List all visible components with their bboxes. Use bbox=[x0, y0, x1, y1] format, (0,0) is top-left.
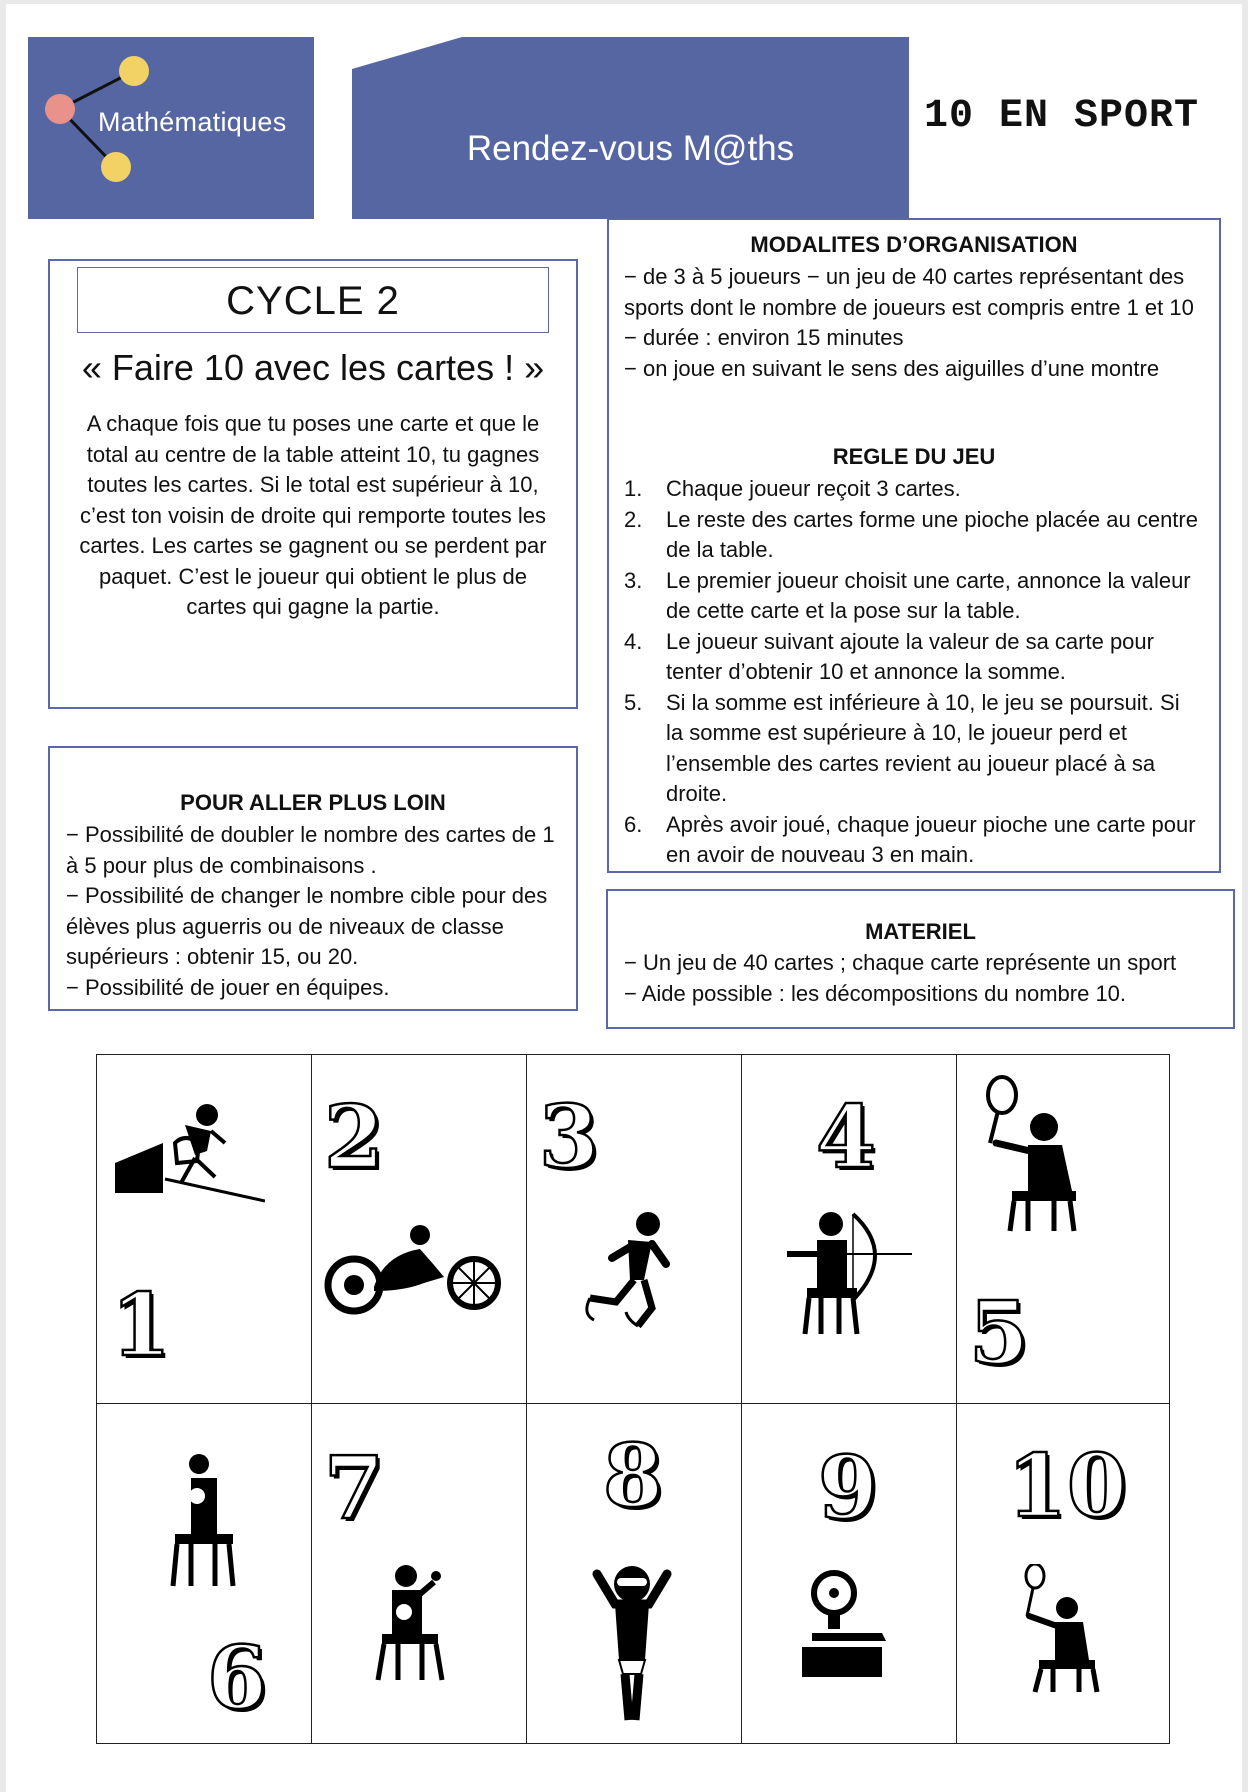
worksheet-page bbox=[6, 4, 1242, 1792]
card-2 bbox=[312, 1055, 527, 1404]
para-athletics-runner-icon bbox=[582, 1210, 682, 1330]
cards-grid bbox=[96, 1054, 1170, 1744]
rule-number: 4. bbox=[624, 628, 643, 654]
banner-title: Rendez-vous M@ths bbox=[466, 129, 795, 168]
swimmer-icon bbox=[587, 1564, 677, 1724]
rule-text: Chaque joueur reçoit 3 cartes. bbox=[666, 476, 961, 501]
card-4 bbox=[742, 1055, 957, 1404]
plus-loin-title: POUR ALLER PLUS LOIN bbox=[180, 790, 446, 815]
regle-title: REGLE DU JEU bbox=[832, 444, 996, 469]
card-number: 2 bbox=[324, 1087, 384, 1188]
header-banner bbox=[352, 37, 909, 219]
card-number: 6 bbox=[207, 1628, 267, 1729]
organisation-box bbox=[607, 218, 1221, 873]
organisation-line: − de 3 à 5 joueurs − un jeu de 40 cartes représentant des sports dont le nombre de joueurs est compris entre 1 et 10 bbox=[624, 264, 1194, 320]
organisation-lines bbox=[624, 262, 1209, 384]
materiel-box bbox=[606, 889, 1235, 1029]
cycle-level: CYCLE 2 bbox=[77, 267, 549, 333]
mathematiques-logo bbox=[28, 37, 314, 219]
wheelchair-basketball-icon bbox=[167, 1454, 247, 1594]
rule-text: Le reste des cartes forme une pioche placée au centre de la table. bbox=[666, 506, 1198, 562]
para-ski-icon bbox=[115, 1103, 265, 1213]
rule-item bbox=[624, 627, 1199, 688]
card-5 bbox=[957, 1055, 1169, 1404]
cycle-description: A chaque fois que tu poses une carte et que le total au centre de la table atteint 10, tu gagnes toutes les cartes. Si le total est supérieur à 10, c’est ton voisin de droite qui remporte toutes les cartes. Les cartes se gagnent ou se perdent par paquet. C’est le joueur qui obtient le plus de cartes qui gagne la partie. bbox=[79, 411, 547, 619]
card-number: 5 bbox=[969, 1283, 1029, 1384]
organisation-title: MODALITES D’ORGANISATION bbox=[750, 232, 1078, 257]
rule-number: 1. bbox=[624, 476, 643, 501]
materiel-lines bbox=[624, 947, 1223, 1009]
pour-aller-plus-loin-box bbox=[48, 746, 578, 1011]
plus-loin-line: − Possibilité de changer le nombre cible pour des élèves plus aguerris ou de niveaux de classe supérieurs : obtenir 15, ou 20. bbox=[66, 883, 548, 969]
card-9 bbox=[742, 1404, 957, 1743]
rule-item bbox=[624, 566, 1199, 627]
logo-label: Mathématiques bbox=[98, 107, 287, 137]
card-number: 7 bbox=[324, 1438, 384, 1539]
wheelchair-shot-put-icon bbox=[372, 1564, 452, 1684]
rule-text: Si la somme est inférieure à 10, le jeu se poursuit. Si la somme est supérieure à 10, le joueur perd et l’ensemble des cartes revient au joueur placé à sa droite. bbox=[666, 689, 1180, 806]
rule-item bbox=[624, 474, 1199, 505]
rules-list bbox=[624, 474, 1199, 871]
plus-loin-line: − Possibilité de doubler le nombre des cartes de 1 à 5 pour plus de combinaisons . bbox=[66, 822, 555, 878]
rule-number: 5. bbox=[624, 689, 643, 715]
card-7 bbox=[312, 1404, 527, 1743]
powerlifting-icon bbox=[802, 1569, 892, 1679]
rule-number: 6. bbox=[624, 811, 643, 837]
rule-number: 2. bbox=[624, 506, 643, 532]
materiel-line: − Aide possible : les décompositions du nombre 10. bbox=[624, 981, 1127, 1006]
cycle-subtitle: « Faire 10 avec les cartes ! » bbox=[81, 347, 545, 388]
handbike-icon bbox=[324, 1225, 504, 1315]
organisation-line: − on joue en suivant le sens des aiguilles d’une montre bbox=[624, 355, 1160, 381]
wheelchair-badminton-icon bbox=[1017, 1564, 1107, 1694]
rule-text: Le joueur suivant ajoute la valeur de sa carte pour tenter d’obtenir 10 et annonce la somme. bbox=[666, 628, 1154, 684]
materiel-title: MATERIEL bbox=[865, 919, 976, 944]
rule-item bbox=[624, 688, 1199, 810]
card-8 bbox=[527, 1404, 742, 1743]
wheelchair-tennis-icon bbox=[982, 1073, 1092, 1233]
card-6 bbox=[97, 1404, 312, 1743]
rule-item bbox=[624, 810, 1199, 871]
rule-item bbox=[624, 505, 1199, 566]
card-3 bbox=[527, 1055, 742, 1404]
materiel-line: − Un jeu de 40 cartes ; chaque carte représente un sport bbox=[624, 950, 1177, 975]
card-10 bbox=[957, 1404, 1169, 1743]
wheelchair-archery-icon bbox=[787, 1210, 917, 1340]
organisation-line: − durée : environ 15 minutes bbox=[624, 325, 904, 350]
card-number: 4 bbox=[816, 1087, 876, 1188]
plus-loin-lines bbox=[66, 820, 566, 1003]
rule-text: Le premier joueur choisit une carte, annonce la valeur de cette carte et la pose sur la table. bbox=[666, 567, 1191, 623]
card-number: 8 bbox=[603, 1426, 663, 1527]
card-number: 1 bbox=[111, 1275, 171, 1376]
rule-text: Après avoir joué, chaque joueur pioche une carte pour en avoir de nouveau 3 en main. bbox=[666, 811, 1196, 867]
card-number: 3 bbox=[539, 1087, 599, 1188]
banner-shape bbox=[352, 37, 909, 219]
card-number: 10 bbox=[1007, 1436, 1127, 1537]
cycle-box bbox=[48, 259, 578, 709]
card-number: 9 bbox=[818, 1438, 878, 1539]
plus-loin-line: − Possibilité de jouer en équipes. bbox=[66, 974, 390, 1000]
document-title: 10 EN SPORT bbox=[924, 94, 1200, 139]
rule-number: 3. bbox=[624, 567, 643, 593]
card-1 bbox=[97, 1055, 312, 1404]
